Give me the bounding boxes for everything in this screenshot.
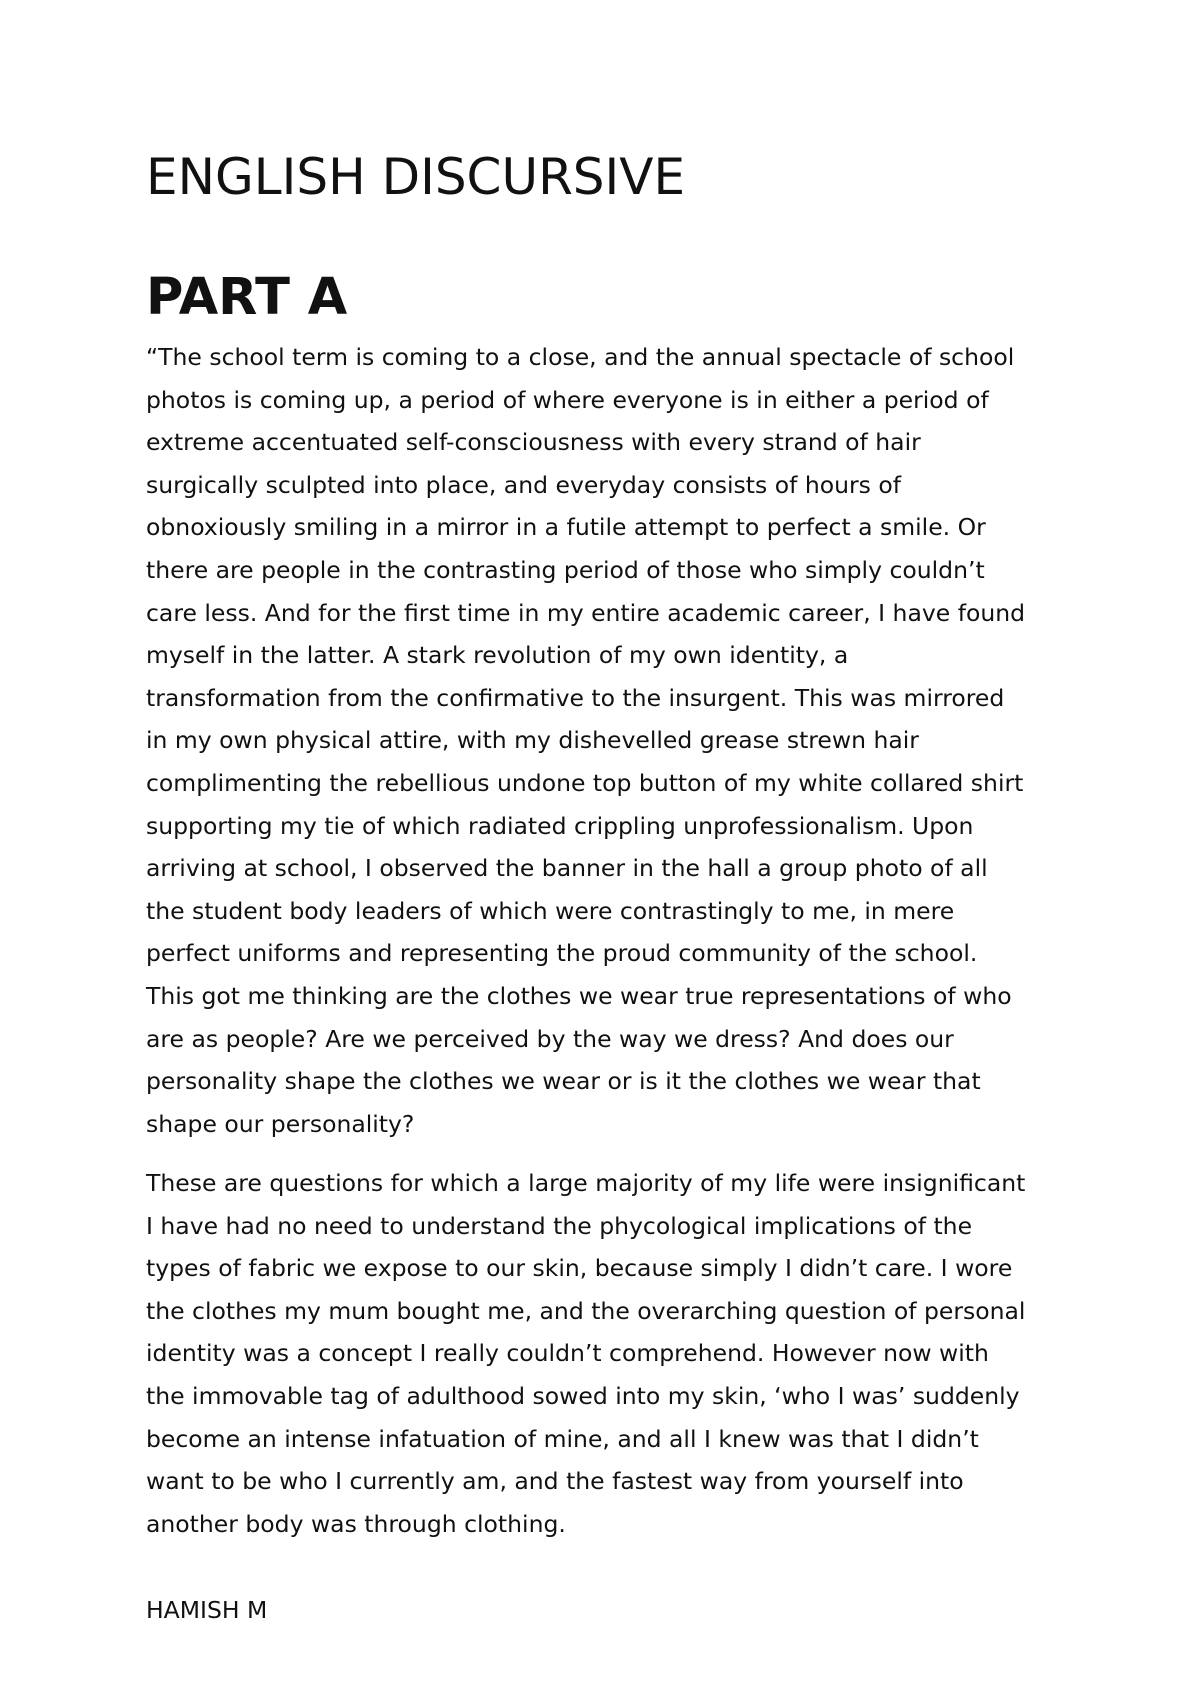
text-line: in my own physical attire, with my dishevelled grease strewn hair xyxy=(146,726,919,755)
text-line: myself in the latter. A stark revolution of my own identity, a xyxy=(146,641,849,670)
text-line: perfect uniforms and representing the proud community of the school. xyxy=(146,939,978,968)
text-line: extreme accentuated self-consciousness with every strand of hair xyxy=(146,428,921,457)
section-heading: PART A xyxy=(146,268,348,327)
text-line: become an intense infatuation of mine, and all I knew was that I didn’t xyxy=(146,1424,979,1453)
text-line: the immovable tag of adulthood sowed into my skin, ‘who I was’ suddenly xyxy=(146,1381,1020,1410)
document-title: ENGLISH DISCURSIVE xyxy=(146,148,686,206)
text-line: identity was a concept I really couldn’t comprehend. However now with xyxy=(146,1339,989,1368)
text-line: photos is coming up, a period of where everyone is in either a period of xyxy=(146,385,989,414)
text-line: the student body leaders of which were contrastingly to me, in mere xyxy=(146,896,955,925)
text-line: arriving at school, I observed the banner in the hall a group photo of all xyxy=(146,854,988,883)
text-line: the clothes my mum bought me, and the overarching question of personal xyxy=(146,1296,1026,1325)
text-line: want to be who I currently am, and the fastest way from yourself into xyxy=(146,1467,964,1496)
text-line: shape our personality? xyxy=(146,1109,415,1138)
author-footer: HAMISH M xyxy=(146,1596,268,1624)
text-line: These are questions for which a large majority of my life were insignificant xyxy=(146,1169,1026,1197)
text-line: types of fabric we expose to our skin, because simply I didn’t care. I wore xyxy=(146,1254,1013,1283)
text-line: are as people? Are we perceived by the way we dress? And does our xyxy=(146,1024,954,1053)
text-line: care less. And for the first time in my entire academic career, I have found xyxy=(146,598,1026,627)
paragraph xyxy=(146,336,1076,1145)
text-line: supporting my tie of which radiated crippling unprofessionalism. Upon xyxy=(146,811,974,840)
text-line: I have had no need to understand the phycological implications of the xyxy=(146,1211,973,1240)
text-line: surgically sculpted into place, and everyday consists of hours of xyxy=(146,470,902,499)
text-line: complimenting the rebellious undone top button of my white collared shirt xyxy=(146,768,1024,797)
text-line: “The school term is coming to a close, and the annual spectacle of school xyxy=(146,343,1015,371)
text-line: obnoxiously smiling in a mirror in a futile attempt to perfect a smile. Or xyxy=(146,513,986,542)
text-line: another body was through clothing. xyxy=(146,1509,566,1538)
text-line: personality shape the clothes we wear or is it the clothes we wear that xyxy=(146,1067,981,1096)
text-line: transformation from the confirmative to the insurgent. This was mirrored xyxy=(146,683,1005,712)
text-line: there are people in the contrasting period of those who simply couldn’t xyxy=(146,555,985,584)
paragraph xyxy=(146,1162,1076,1545)
text-line: This got me thinking are the clothes we wear true representations of who xyxy=(146,981,1012,1010)
